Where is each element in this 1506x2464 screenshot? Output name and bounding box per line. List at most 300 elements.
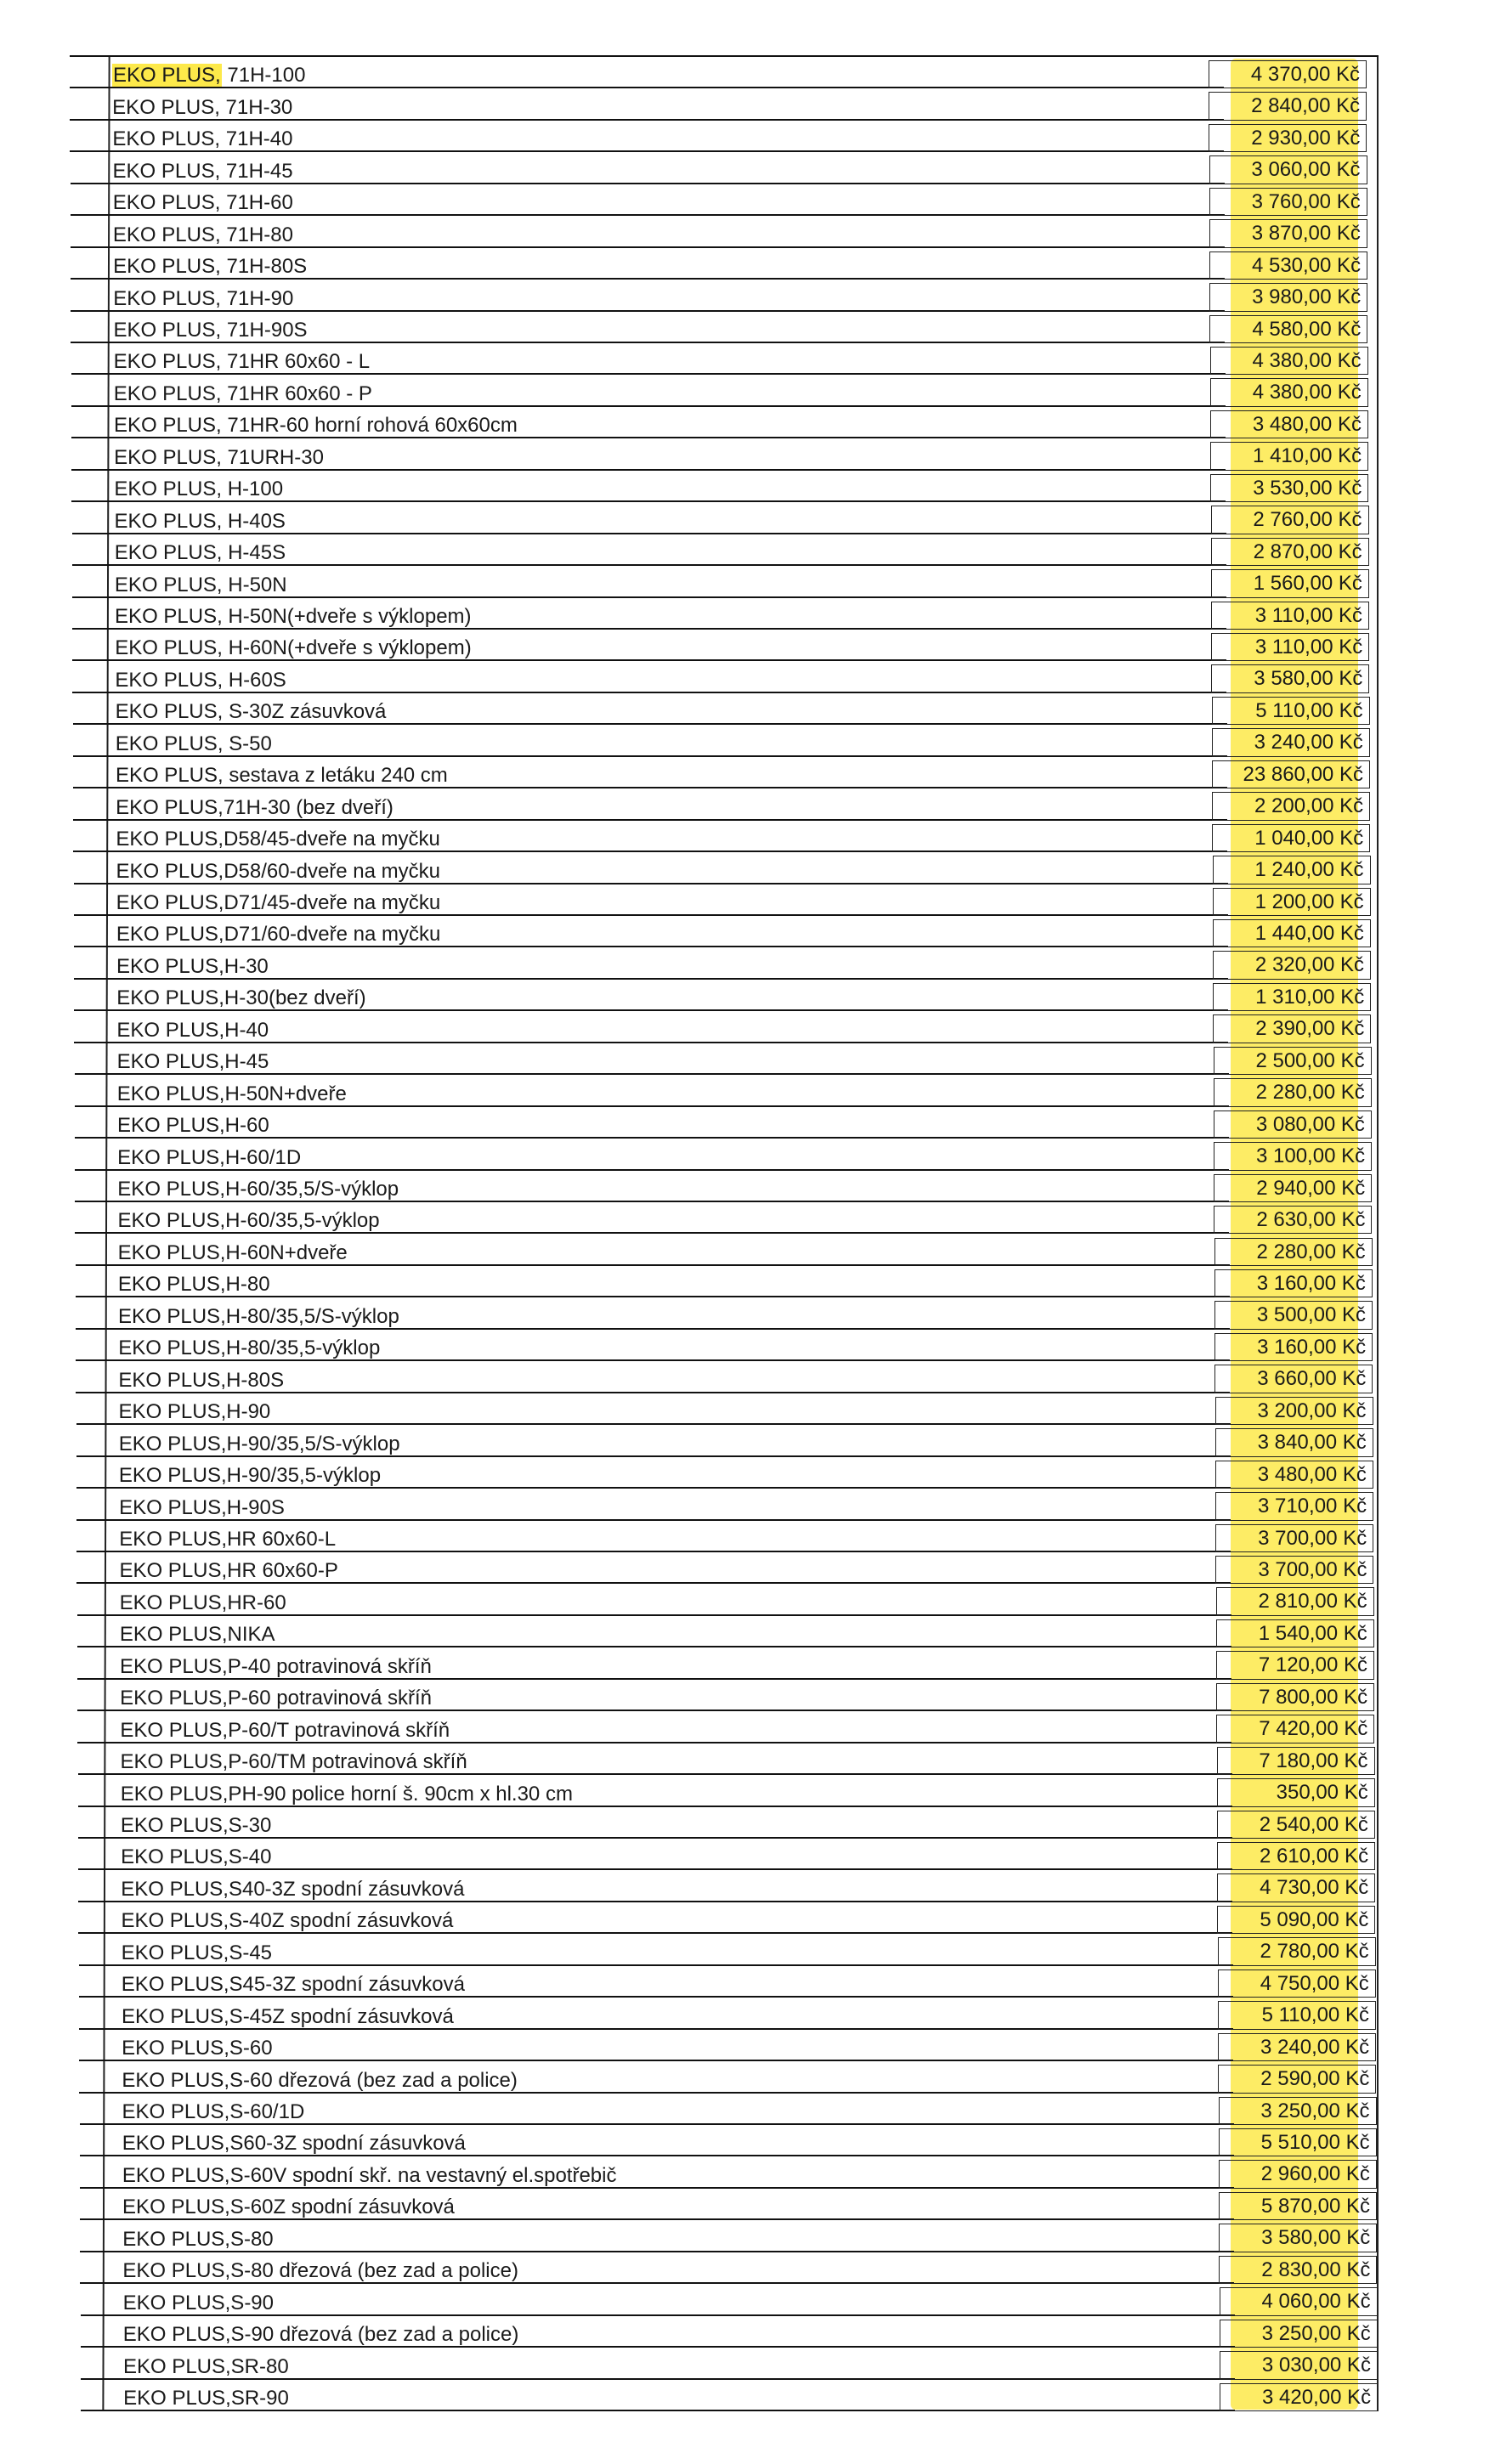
item-name: EKO PLUS,D58/45-dveře na myčku xyxy=(116,828,440,851)
row-rule xyxy=(81,2410,1235,2411)
table-row xyxy=(110,1171,1229,1202)
item-name: EKO PLUS, 71H-80S xyxy=(113,255,308,279)
item-name: EKO PLUS,S-80 xyxy=(122,2227,274,2251)
table-row xyxy=(111,1330,1230,1361)
table-row xyxy=(107,343,1226,375)
price-text: 3 870,00 Kč xyxy=(1251,222,1361,246)
price-value xyxy=(1211,664,1369,692)
table-row xyxy=(106,184,1225,216)
price-text: 3 480,00 Kč xyxy=(1252,412,1362,436)
price-text: 3 710,00 Kč xyxy=(1257,1495,1367,1518)
table-row xyxy=(116,2316,1235,2348)
item-name: EKO PLUS,S-40Z spodní zásuvková xyxy=(121,1909,454,1933)
item-name: EKO PLUS,H-80/35,5/S-výklop xyxy=(118,1304,399,1328)
table-row xyxy=(113,1616,1231,1647)
table-row xyxy=(107,375,1226,406)
table-row xyxy=(116,2094,1234,2125)
item-name: EKO PLUS, H-60S xyxy=(115,668,286,692)
price-value xyxy=(1209,251,1367,280)
price-value xyxy=(1216,1587,1374,1615)
table-row xyxy=(110,1107,1229,1139)
item-name: EKO PLUS,H-40 xyxy=(116,1018,269,1042)
table-row xyxy=(108,566,1226,597)
table-row xyxy=(113,1680,1231,1711)
price-text: 2 200,00 Kč xyxy=(1254,794,1364,818)
price-text: 1 240,00 Kč xyxy=(1254,858,1364,882)
item-name: EKO PLUS, H-40S xyxy=(114,509,286,533)
table-row xyxy=(115,2030,1233,2061)
price-value xyxy=(1217,1778,1375,1806)
item-name: EKO PLUS,SR-80 xyxy=(122,2354,289,2378)
item-name: EKO PLUS,S45-3Z spodní zásuvková xyxy=(121,1973,465,1997)
table-row xyxy=(109,725,1227,756)
price-text: 4 370,00 Kč xyxy=(1250,63,1360,86)
item-name: EKO PLUS,S-90 xyxy=(122,2291,275,2314)
table-row xyxy=(105,88,1224,120)
item-name: EKO PLUS, 71H-80 xyxy=(112,223,293,246)
price-text: 5 090,00 Kč xyxy=(1260,1907,1369,1931)
price-value xyxy=(1214,1301,1373,1329)
price-value xyxy=(1220,2320,1378,2348)
item-name: EKO PLUS, sestava z letáku 240 cm xyxy=(115,764,448,788)
price-text: 3 420,00 Kč xyxy=(1262,2385,1372,2409)
item-name: EKO PLUS,H-30 xyxy=(116,954,269,978)
item-name: EKO PLUS, H-50N xyxy=(114,573,287,596)
table-row xyxy=(107,471,1226,502)
price-value xyxy=(1210,410,1368,438)
table-row xyxy=(115,1966,1233,1998)
price-text: 3 980,00 Kč xyxy=(1252,285,1362,309)
item-name: EKO PLUS, 71HR 60x60 - P xyxy=(113,381,372,405)
price-value xyxy=(1209,315,1367,343)
item-name: EKO PLUS,S-45Z spodní zásuvková xyxy=(121,2004,454,2028)
table-row xyxy=(110,947,1228,979)
price-text: 2 610,00 Kč xyxy=(1259,1844,1369,1868)
price-value xyxy=(1214,1269,1373,1297)
table-row xyxy=(110,1075,1229,1106)
item-name: EKO PLUS, 71H-90S xyxy=(113,319,308,342)
item-name: EKO PLUS,D58/60-dveře na myčku xyxy=(116,859,441,883)
price-value xyxy=(1214,1047,1372,1075)
price-text: 1 040,00 Kč xyxy=(1254,826,1364,850)
table-row xyxy=(107,407,1226,438)
price-text: 3 160,00 Kč xyxy=(1256,1271,1366,1295)
table-row xyxy=(108,598,1226,630)
price-text: 2 590,00 Kč xyxy=(1260,2067,1370,2091)
price-text: 4 750,00 Kč xyxy=(1260,1971,1369,1995)
price-text: 3 030,00 Kč xyxy=(1261,2354,1371,2377)
price-value xyxy=(1220,2351,1378,2379)
price-value xyxy=(1219,2097,1377,2125)
table-row xyxy=(113,1647,1231,1679)
table-row xyxy=(116,2380,1235,2411)
item-name: EKO PLUS,P-60/TM potravinová skříň xyxy=(120,1750,467,1774)
price-value xyxy=(1216,1619,1374,1647)
item-name xyxy=(112,65,305,87)
price-value xyxy=(1209,188,1367,216)
item-name: EKO PLUS, S-50 xyxy=(115,732,272,755)
price-text: 7 120,00 Kč xyxy=(1258,1653,1367,1677)
price-text: 3 110,00 Kč xyxy=(1254,636,1363,659)
price-value xyxy=(1217,1842,1375,1870)
table-row xyxy=(110,1011,1228,1043)
table-row xyxy=(110,1202,1229,1234)
price-value xyxy=(1209,219,1367,247)
item-name: EKO PLUS,H-90/35,5-výklop xyxy=(118,1464,382,1488)
item-name: EKO PLUS,S-80 dřezová (bez zad a police) xyxy=(122,2259,518,2283)
price-value xyxy=(1220,2383,1378,2411)
item-name: EKO PLUS,H-30(bez dveří) xyxy=(116,986,366,1010)
price-value xyxy=(1209,124,1367,152)
price-text: 5 110,00 Kč xyxy=(1255,698,1363,722)
price-text: 3 080,00 Kč xyxy=(1255,1112,1365,1136)
price-value xyxy=(1213,888,1371,916)
price-text: 2 630,00 Kč xyxy=(1256,1208,1366,1232)
price-value xyxy=(1211,602,1369,630)
price-text: 3 700,00 Kč xyxy=(1258,1557,1367,1581)
price-value xyxy=(1215,1397,1373,1425)
table-row xyxy=(106,312,1225,343)
price-value xyxy=(1219,2224,1377,2252)
price-value xyxy=(1216,1683,1374,1711)
table-row xyxy=(106,248,1225,280)
table-row xyxy=(114,1743,1232,1775)
price-value xyxy=(1218,1937,1376,1965)
table-row xyxy=(106,152,1225,184)
item-name: EKO PLUS,P-60 potravinová skříň xyxy=(120,1687,433,1710)
price-value xyxy=(1216,1651,1374,1679)
price-value xyxy=(1211,506,1369,534)
price-text: 1 540,00 Kč xyxy=(1258,1621,1367,1645)
table-row xyxy=(114,1870,1232,1902)
item-name: EKO PLUS,H-50N+dveře xyxy=(116,1082,347,1105)
table-row xyxy=(116,2348,1235,2379)
table-row xyxy=(110,1139,1229,1170)
price-value xyxy=(1214,1333,1373,1361)
price-text: 5 870,00 Kč xyxy=(1260,2194,1371,2218)
price-value xyxy=(1213,951,1371,979)
table-row xyxy=(116,2156,1234,2188)
table-row xyxy=(115,1998,1233,2029)
item-name: EKO PLUS, 71URH-30 xyxy=(114,445,324,469)
table-row xyxy=(106,280,1225,311)
price-value xyxy=(1214,1142,1372,1170)
price-text: 3 530,00 Kč xyxy=(1253,476,1362,500)
item-name-rest: 71H-100 xyxy=(221,64,306,88)
price-text: 1 410,00 Kč xyxy=(1253,444,1362,468)
price-text: 4 580,00 Kč xyxy=(1252,317,1362,341)
item-name: EKO PLUS,S40-3Z spodní zásuvková xyxy=(121,1877,465,1901)
item-name: EKO PLUS,HR 60x60-P xyxy=(119,1559,338,1583)
price-text: 2 320,00 Kč xyxy=(1254,953,1365,977)
price-text: 3 700,00 Kč xyxy=(1258,1526,1367,1550)
price-text: 2 390,00 Kč xyxy=(1255,1017,1365,1041)
price-value xyxy=(1211,633,1369,661)
item-name: EKO PLUS, H-100 xyxy=(114,478,284,501)
item-name: EKO PLUS, 71H-45 xyxy=(112,159,293,183)
price-text: 2 930,00 Kč xyxy=(1251,126,1361,150)
price-value xyxy=(1213,983,1371,1011)
item-name: EKO PLUS, S-30Z zásuvková xyxy=(115,700,387,724)
price-text: 350,00 Kč xyxy=(1276,1781,1368,1805)
price-value xyxy=(1213,1014,1371,1043)
price-text: 4 530,00 Kč xyxy=(1251,253,1362,277)
price-text: 2 960,00 Kč xyxy=(1260,2162,1370,2186)
table-row xyxy=(108,661,1226,692)
item-name: EKO PLUS,S-45 xyxy=(121,1941,273,1964)
price-value xyxy=(1217,1811,1375,1839)
price-column-border xyxy=(1377,57,1379,2411)
price-text: 7 420,00 Kč xyxy=(1259,1717,1368,1741)
item-name: EKO PLUS,D71/60-dveře na myčku xyxy=(116,923,441,947)
item-name: EKO PLUS,H-90 xyxy=(118,1400,271,1424)
price-value xyxy=(1210,442,1368,470)
price-value xyxy=(1219,2160,1377,2188)
price-text: 4 380,00 Kč xyxy=(1252,349,1362,372)
item-name: EKO PLUS,H-45 xyxy=(116,1050,269,1074)
price-text: 4 380,00 Kč xyxy=(1252,381,1362,404)
table-row xyxy=(112,1393,1231,1425)
item-name: EKO PLUS,H-90S xyxy=(119,1495,285,1519)
item-name: EKO PLUS, H-60N(+dveře s výklopem) xyxy=(115,636,472,660)
price-text: 2 870,00 Kč xyxy=(1253,540,1362,563)
price-value xyxy=(1210,347,1368,375)
item-name: EKO PLUS,S-60V spodní skř. na vestavný el.spotřebič xyxy=(122,2163,617,2187)
item-name: EKO PLUS, 71HR 60x60 - L xyxy=(113,350,371,374)
price-value xyxy=(1214,1238,1373,1266)
price-value xyxy=(1214,1365,1373,1393)
item-name: EKO PLUS, 71H-60 xyxy=(112,191,293,215)
item-name: EKO PLUS,H-60N+dveře xyxy=(117,1240,348,1264)
item-name: EKO PLUS,H-90/35,5/S-výklop xyxy=(118,1432,400,1455)
price-text: 1 310,00 Kč xyxy=(1255,985,1365,1009)
price-text: 3 480,00 Kč xyxy=(1257,1462,1367,1486)
price-value xyxy=(1215,1461,1373,1489)
table-row xyxy=(114,1839,1232,1870)
table-row xyxy=(112,1521,1231,1552)
price-value xyxy=(1209,155,1367,184)
price-value xyxy=(1209,92,1367,120)
price-text: 3 580,00 Kč xyxy=(1254,667,1363,691)
price-text: 2 280,00 Kč xyxy=(1255,1081,1365,1105)
item-name: EKO PLUS, 71H-30 xyxy=(112,95,293,119)
price-value xyxy=(1209,283,1367,311)
item-name: EKO PLUS,S-90 dřezová (bez zad a police) xyxy=(122,2323,519,2347)
item-name: EKO PLUS,P-60/T potravinová skříň xyxy=(120,1718,450,1742)
price-value xyxy=(1218,1970,1376,1998)
price-text: 3 100,00 Kč xyxy=(1256,1144,1366,1168)
table-row xyxy=(111,1235,1230,1266)
price-text: 2 810,00 Kč xyxy=(1258,1590,1367,1613)
table-row xyxy=(110,852,1228,884)
price-text: 3 060,00 Kč xyxy=(1251,158,1361,182)
item-name: EKO PLUS,S-30 xyxy=(120,1813,272,1837)
price-value xyxy=(1210,378,1368,406)
price-value xyxy=(1215,1524,1373,1552)
item-name: EKO PLUS,S-60 xyxy=(122,2037,273,2060)
table-row xyxy=(112,1552,1231,1584)
price-text: 23 860,00 Kč xyxy=(1243,762,1363,786)
price-value xyxy=(1219,2256,1377,2284)
table-row xyxy=(111,1266,1230,1297)
item-name: EKO PLUS,S60-3Z spodní zásuvková xyxy=(122,2132,466,2156)
price-text: 3 200,00 Kč xyxy=(1257,1399,1367,1422)
table-row xyxy=(114,1902,1232,1934)
table-row xyxy=(116,2284,1235,2315)
price-text: 3 250,00 Kč xyxy=(1260,2099,1370,2122)
price-value xyxy=(1220,2287,1378,2315)
table-row xyxy=(113,1711,1231,1743)
table-row xyxy=(108,630,1226,661)
price-value xyxy=(1214,1110,1372,1139)
price-text: 3 580,00 Kč xyxy=(1261,2226,1371,2250)
item-name: EKO PLUS,H-80S xyxy=(118,1368,285,1392)
item-name: EKO PLUS,S-60Z spodní zásuvková xyxy=(122,2196,455,2219)
price-value xyxy=(1213,856,1371,884)
price-value xyxy=(1214,1206,1372,1234)
price-value xyxy=(1214,1174,1372,1202)
table-row xyxy=(106,216,1225,247)
table-row xyxy=(111,1361,1230,1393)
table-row xyxy=(105,121,1224,152)
price-text: 4 730,00 Kč xyxy=(1260,1876,1369,1900)
price-value xyxy=(1218,2033,1376,2061)
table-row xyxy=(108,534,1226,566)
price-text: 3 500,00 Kč xyxy=(1256,1303,1367,1327)
price-value xyxy=(1209,60,1367,88)
price-text: 4 060,00 Kč xyxy=(1261,2290,1371,2314)
item-name: EKO PLUS, 71H-40 xyxy=(112,127,293,151)
item-name: EKO PLUS,71H-30 (bez dveří) xyxy=(116,795,393,819)
table-row xyxy=(110,980,1228,1011)
table-row xyxy=(109,693,1227,725)
price-value xyxy=(1212,792,1370,820)
table-row xyxy=(110,916,1228,947)
table-row xyxy=(115,1934,1233,1965)
price-value xyxy=(1217,1906,1375,1934)
table-row xyxy=(109,788,1227,820)
price-text: 2 830,00 Kč xyxy=(1261,2258,1371,2281)
item-name: EKO PLUS,NIKA xyxy=(119,1623,275,1647)
table-row xyxy=(105,57,1224,88)
table-row xyxy=(110,1043,1229,1075)
table-row xyxy=(112,1489,1231,1520)
price-value xyxy=(1219,2128,1377,2156)
price-value xyxy=(1212,760,1370,788)
price-value xyxy=(1218,2065,1376,2093)
table-row xyxy=(116,2220,1234,2252)
price-value xyxy=(1212,697,1370,725)
price-text: 1 200,00 Kč xyxy=(1254,890,1364,913)
highlighted-text: EKO PLUS, xyxy=(113,64,221,88)
table-row xyxy=(116,2189,1234,2220)
price-text: 3 240,00 Kč xyxy=(1260,2035,1370,2059)
price-value xyxy=(1210,474,1368,502)
table-row xyxy=(112,1457,1231,1489)
price-value xyxy=(1217,1873,1375,1902)
table-row xyxy=(115,2061,1233,2093)
table-row xyxy=(109,757,1227,788)
item-name: EKO PLUS,SR-90 xyxy=(123,2386,289,2410)
price-text: 1 560,00 Kč xyxy=(1253,572,1362,596)
price-text: 3 160,00 Kč xyxy=(1257,1335,1367,1359)
item-name: EKO PLUS,H-60 xyxy=(116,1114,269,1138)
table-row xyxy=(113,1584,1231,1615)
table-row xyxy=(107,438,1226,470)
item-name: EKO PLUS,S-60/1D xyxy=(122,2099,305,2123)
table-row xyxy=(116,2252,1234,2284)
price-text: 3 660,00 Kč xyxy=(1257,1367,1367,1391)
table-row xyxy=(109,821,1227,852)
price-value xyxy=(1219,2192,1377,2220)
table-row xyxy=(111,1297,1230,1329)
price-value xyxy=(1217,1747,1375,1775)
item-name: EKO PLUS,H-60/1D xyxy=(117,1145,302,1169)
price-text: 2 760,00 Kč xyxy=(1253,508,1362,532)
item-name: EKO PLUS,H-80 xyxy=(117,1273,270,1297)
price-text: 2 500,00 Kč xyxy=(1255,1048,1365,1072)
item-name: EKO PLUS,H-80/35,5-výklop xyxy=(118,1337,381,1360)
price-text: 2 940,00 Kč xyxy=(1256,1176,1366,1200)
item-name: EKO PLUS,H-60/35,5-výklop xyxy=(117,1209,380,1233)
item-name: EKO PLUS,HR-60 xyxy=(119,1591,286,1614)
price-value xyxy=(1212,728,1370,756)
table-row xyxy=(108,502,1226,534)
table-row xyxy=(112,1425,1231,1456)
price-text: 2 540,00 Kč xyxy=(1259,1812,1368,1836)
item-name: EKO PLUS,P-40 potravinová skříň xyxy=(120,1654,432,1678)
price-value xyxy=(1215,1428,1373,1456)
table-row xyxy=(114,1807,1232,1839)
item-name: EKO PLUS,S-40 xyxy=(121,1845,272,1869)
item-name: EKO PLUS,D71/45-dveře na myčku xyxy=(116,891,441,915)
item-name: EKO PLUS, 71HR-60 horní rohová 60x60cm xyxy=(113,414,518,438)
price-text: 2 780,00 Kč xyxy=(1260,1940,1369,1964)
price-text: 7 180,00 Kč xyxy=(1259,1749,1368,1772)
price-value xyxy=(1215,1556,1373,1584)
item-name: EKO PLUS, H-45S xyxy=(114,541,286,565)
price-text: 3 760,00 Kč xyxy=(1251,189,1361,213)
price-value xyxy=(1218,2001,1376,2029)
price-value xyxy=(1212,824,1370,852)
price-value xyxy=(1213,919,1371,947)
price-text: 3 110,00 Kč xyxy=(1254,603,1363,627)
table-row xyxy=(116,2125,1234,2156)
item-name: EKO PLUS,HR 60x60-L xyxy=(119,1527,337,1551)
price-value xyxy=(1214,1078,1372,1106)
item-name: EKO PLUS,S-60 dřezová (bez zad a police) xyxy=(122,2068,518,2092)
price-value xyxy=(1211,569,1369,597)
price-text: 5 110,00 Kč xyxy=(1261,2003,1369,2027)
item-name: EKO PLUS,H-60/35,5/S-výklop xyxy=(117,1178,399,1201)
price-value xyxy=(1216,1715,1374,1743)
price-text: 3 840,00 Kč xyxy=(1257,1431,1367,1455)
table-row xyxy=(114,1775,1232,1806)
price-text: 7 800,00 Kč xyxy=(1259,1685,1368,1709)
price-text: 3 250,00 Kč xyxy=(1261,2321,1371,2345)
price-value xyxy=(1215,1492,1373,1520)
price-value xyxy=(1211,538,1369,566)
item-name: EKO PLUS,PH-90 police horní š. 90cm x hl.30 cm xyxy=(120,1782,573,1806)
item-name: EKO PLUS, 71H-90 xyxy=(113,286,294,310)
price-text: 5 510,00 Kč xyxy=(1260,2130,1370,2154)
item-name: EKO PLUS, H-50N(+dveře s výklopem) xyxy=(115,605,472,629)
price-text: 1 440,00 Kč xyxy=(1254,922,1364,946)
price-text: 3 240,00 Kč xyxy=(1254,731,1363,754)
price-text: 2 280,00 Kč xyxy=(1256,1240,1366,1263)
table-row xyxy=(110,884,1228,916)
price-text: 2 840,00 Kč xyxy=(1251,94,1361,118)
